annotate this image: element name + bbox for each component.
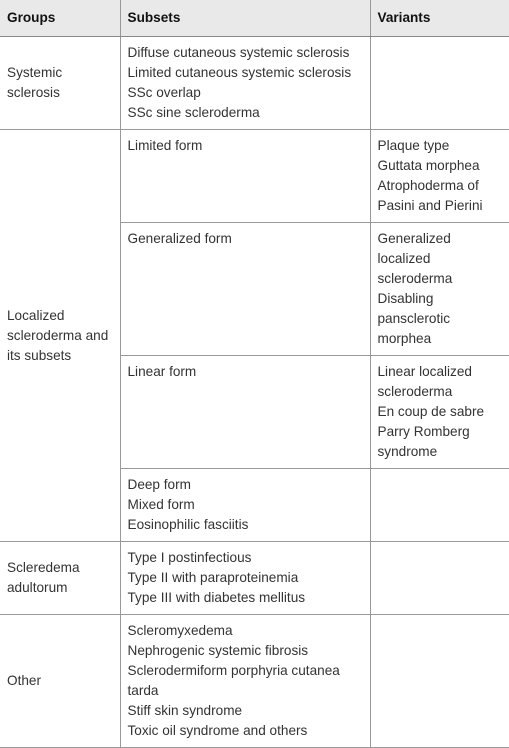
subset-item: Deep form [127, 477, 191, 492]
subset-item: Stiff skin syndrome [127, 703, 243, 718]
subset-item: Type I postinfectious [127, 550, 252, 565]
variant-item: Linear localized scleroderma [377, 364, 472, 399]
variant-item: Guttata morphea [377, 158, 480, 173]
header-row [0, 0, 509, 37]
subset-item: Generalized form [127, 231, 232, 246]
section-systemic-sclerosis [0, 37, 509, 130]
section-other [0, 615, 509, 748]
variants-cell [370, 223, 509, 356]
table-row [0, 542, 509, 615]
variants-cell [370, 37, 509, 130]
group-cell: Localized scleroderma and its subsets [7, 307, 109, 363]
subsets-cell [120, 223, 370, 356]
variants-cell [370, 615, 509, 748]
table-row [0, 615, 509, 748]
subsets-cell [120, 130, 370, 223]
subset-item: Scleromyxedema [127, 623, 233, 638]
variant-item: Plaque type [377, 138, 450, 153]
subset-item: Type III with diabetes mellitus [127, 590, 306, 605]
group-cell: Systemic sclerosis [7, 65, 63, 100]
variant-item: Parry Romberg syndrome [377, 424, 470, 459]
subset-item: Eosinophilic fasciitis [127, 517, 249, 532]
subsets-cell [120, 469, 370, 542]
variants-cell [370, 356, 509, 469]
subset-item: Toxic oil syndrome and others [127, 723, 308, 738]
variant-item: Disabling pansclerotic morphea [377, 291, 451, 346]
subset-item: Type II with paraproteinemia [127, 570, 299, 585]
variant-item: Generalized localized scleroderma [377, 231, 453, 286]
variant-item: Atrophoderma of Pasini and Pierini [377, 178, 483, 213]
subset-item: Sclerodermiform porphyria cutanea tarda [127, 663, 340, 698]
header-variants: Variants [370, 0, 509, 37]
variants-cell [370, 469, 509, 542]
subset-item: Linear form [127, 364, 197, 379]
variants-cell [370, 542, 509, 615]
table-row [0, 37, 509, 130]
header-subsets: Subsets [120, 0, 370, 37]
header-groups: Groups [0, 0, 120, 37]
subset-item: SSc sine scleroderma [127, 105, 260, 120]
subset-item: Mixed form [127, 497, 195, 512]
group-cell: Other [7, 673, 41, 688]
section-scleredema-adultorum [0, 542, 509, 615]
table-row [0, 130, 509, 223]
group-cell: Scleredema adultorum [7, 560, 80, 595]
subsets-cell [120, 542, 370, 615]
subsets-cell [120, 356, 370, 469]
subsets-cell [120, 37, 370, 130]
section-localized-scleroderma [0, 130, 509, 542]
subset-item: Nephrogenic systemic fibrosis [127, 643, 309, 658]
subset-item: Limited cutaneous systemic sclerosis [127, 65, 352, 80]
subset-item: Diffuse cutaneous systemic sclerosis [127, 45, 350, 60]
subsets-cell [120, 615, 370, 748]
subset-item: SSc overlap [127, 85, 201, 100]
variant-item: En coup de sabre [377, 404, 485, 419]
variants-cell [370, 130, 509, 223]
subset-item: Limited form [127, 138, 203, 153]
